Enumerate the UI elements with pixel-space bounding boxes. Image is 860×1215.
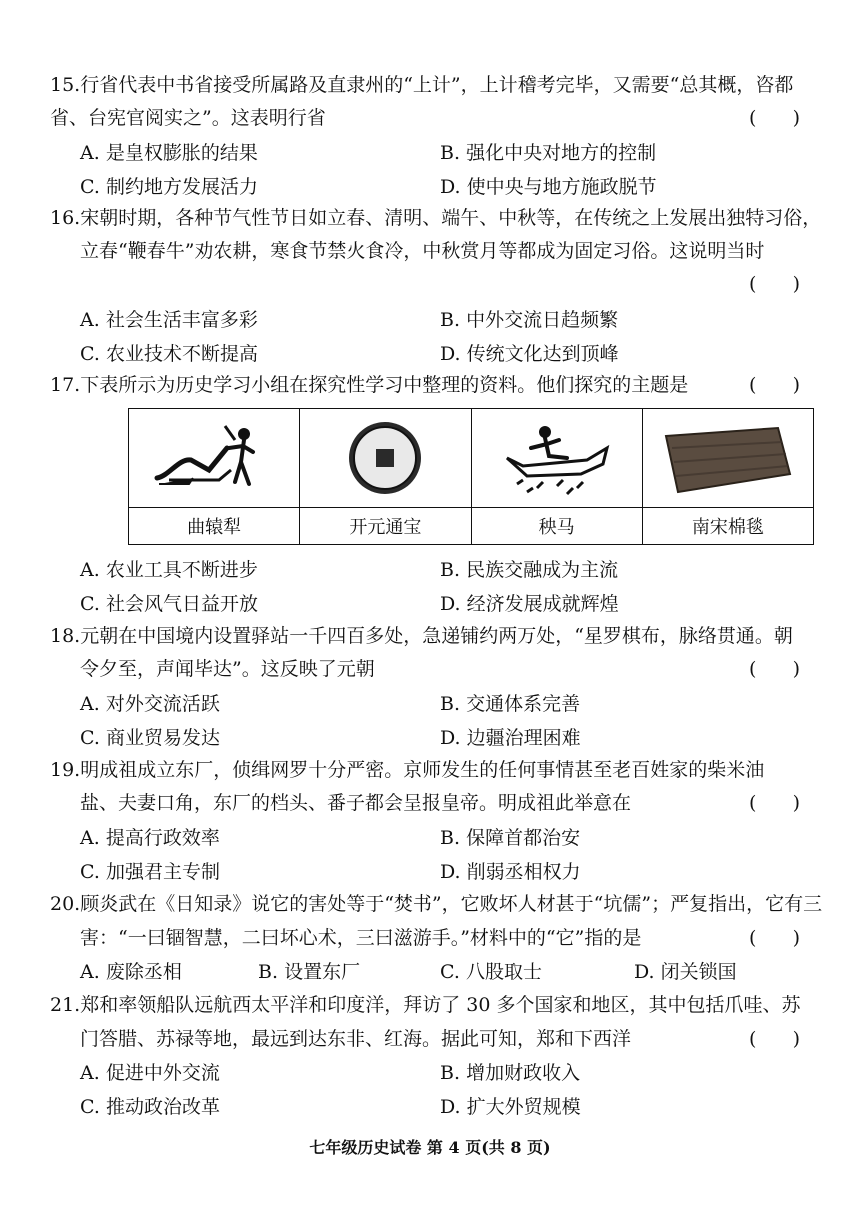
- option-18-a[interactable]: A. 对外交流活跃: [80, 693, 220, 715]
- answer-paren-15[interactable]: ( ): [748, 107, 800, 129]
- question-21-line-2: 门答腊、苏禄等地，最远到达东非、红海。据此可知，郑和下西洋: [80, 1028, 632, 1050]
- question-19-line-1: 19.明成祖成立东厂，侦缉网罗十分严密。京师发生的任何事情甚至老百姓家的柴米油: [50, 759, 765, 781]
- page-footer: 七年级历史试卷 第 4 页(共 8 页): [309, 1138, 551, 1157]
- table-caption-blanket: 南宋棉毯: [642, 508, 813, 545]
- option-17-b[interactable]: B. 民族交融成为主流: [440, 559, 619, 581]
- option-21-c[interactable]: C. 推动政治改革: [80, 1096, 220, 1118]
- resource-table: [128, 408, 814, 545]
- question-15-line-1: 15.行省代表中书省接受所属路及直隶州的“上计”，上计稽考完毕，又需要“总其概，咨都: [50, 74, 794, 96]
- question-19-line-2: 盐、夫妻口角，东厂的档头、番子都会呈报皇帝。明成祖此举意在: [80, 792, 632, 814]
- kaiyuan-coin-icon: [345, 418, 425, 498]
- coin-image-cell: [300, 409, 471, 508]
- option-21-a[interactable]: A. 促进中外交流: [80, 1062, 220, 1084]
- blanket-image-cell: [642, 409, 813, 508]
- option-15-d[interactable]: D. 使中央与地方施政脱节: [440, 176, 657, 198]
- question-16-line-1: 16.宋朝时期，各种节气性节日如立春、清明、端午、中秋等，在传统之上发展出独特习俗，: [50, 207, 822, 229]
- option-18-d[interactable]: D. 边疆治理困难: [440, 727, 581, 749]
- option-17-d[interactable]: D. 经济发展成就辉煌: [440, 593, 619, 615]
- plow-image-cell: [129, 409, 300, 508]
- question-20-line-2: 害：“一曰锢智慧，二曰坏心术，三曰滋游手。”材料中的“它”指的是: [80, 927, 642, 949]
- curved-plow-icon: [149, 418, 279, 498]
- option-20-a[interactable]: A. 废除丞相: [80, 961, 182, 983]
- option-19-c[interactable]: C. 加强君主专制: [80, 861, 220, 883]
- question-17-line-1: 17.下表所示为历史学习小组在探究性学习中整理的资料。他们探究的主题是: [50, 374, 689, 396]
- option-18-c[interactable]: C. 商业贸易发达: [80, 727, 220, 749]
- question-18-line-2: 令夕至，声闻毕达”。这反映了元朝: [80, 658, 375, 680]
- option-17-a[interactable]: A. 农业工具不断进步: [80, 559, 258, 581]
- question-16-line-2: 立春“鞭春牛”劝农耕，寒食节禁火食冷，中秋赏月等都成为固定习俗。这说明当时: [80, 240, 765, 262]
- option-18-b[interactable]: B. 交通体系完善: [440, 693, 581, 715]
- table-caption-seedling-horse: 秧马: [471, 508, 642, 545]
- option-20-c[interactable]: C. 八股取士: [440, 961, 542, 983]
- answer-paren-20[interactable]: ( ): [748, 927, 800, 949]
- table-caption-coin: 开元通宝: [300, 508, 471, 545]
- seedling-horse-image-cell: [471, 409, 642, 508]
- table-caption-plow: 曲辕犁: [129, 508, 300, 545]
- answer-paren-19[interactable]: ( ): [748, 792, 800, 814]
- option-21-b[interactable]: B. 增加财政收入: [440, 1062, 581, 1084]
- option-19-d[interactable]: D. 削弱丞相权力: [440, 861, 581, 883]
- cotton-blanket-icon: [658, 418, 798, 498]
- option-16-c[interactable]: C. 农业技术不断提高: [80, 343, 258, 365]
- question-20-line-1: 20.顾炎武在《日知录》说它的害处等于“焚书”，它败坏人材甚于“坑儒”；严复指出，它有三: [50, 893, 823, 915]
- option-16-b[interactable]: B. 中外交流日趋频繁: [440, 309, 619, 331]
- option-19-b[interactable]: B. 保障首都治安: [440, 827, 581, 849]
- option-17-c[interactable]: C. 社会风气日益开放: [80, 593, 258, 615]
- option-15-c[interactable]: C. 制约地方发展活力: [80, 176, 258, 198]
- option-15-a[interactable]: A. 是皇权膨胀的结果: [80, 142, 258, 164]
- answer-paren-18[interactable]: ( ): [748, 658, 800, 680]
- question-18-line-1: 18.元朝在中国境内设置驿站一千四百多处，急递铺约两万处，“星罗棋布，脉络贯通。朝: [50, 625, 793, 647]
- option-19-a[interactable]: A. 提高行政效率: [80, 827, 220, 849]
- seedling-horse-icon: [497, 418, 617, 498]
- answer-paren-21[interactable]: ( ): [748, 1028, 800, 1050]
- option-16-d[interactable]: D. 传统文化达到顶峰: [440, 343, 619, 365]
- option-20-b[interactable]: B. 设置东厂: [258, 961, 361, 983]
- answer-paren-17[interactable]: ( ): [748, 374, 800, 396]
- option-16-a[interactable]: A. 社会生活丰富多彩: [80, 309, 258, 331]
- answer-paren-16[interactable]: ( ): [748, 273, 800, 295]
- question-21-line-1: 21.郑和率领船队远航西太平洋和印度洋，拜访了 30 多个国家和地区，其中包括爪哇、苏: [50, 994, 801, 1016]
- option-20-d[interactable]: D. 闭关锁国: [634, 961, 737, 983]
- question-15-line-2: 省、台宪官阅实之”。这表明行省: [50, 107, 326, 129]
- option-15-b[interactable]: B. 强化中央对地方的控制: [440, 142, 657, 164]
- option-21-d[interactable]: D. 扩大外贸规模: [440, 1096, 581, 1118]
